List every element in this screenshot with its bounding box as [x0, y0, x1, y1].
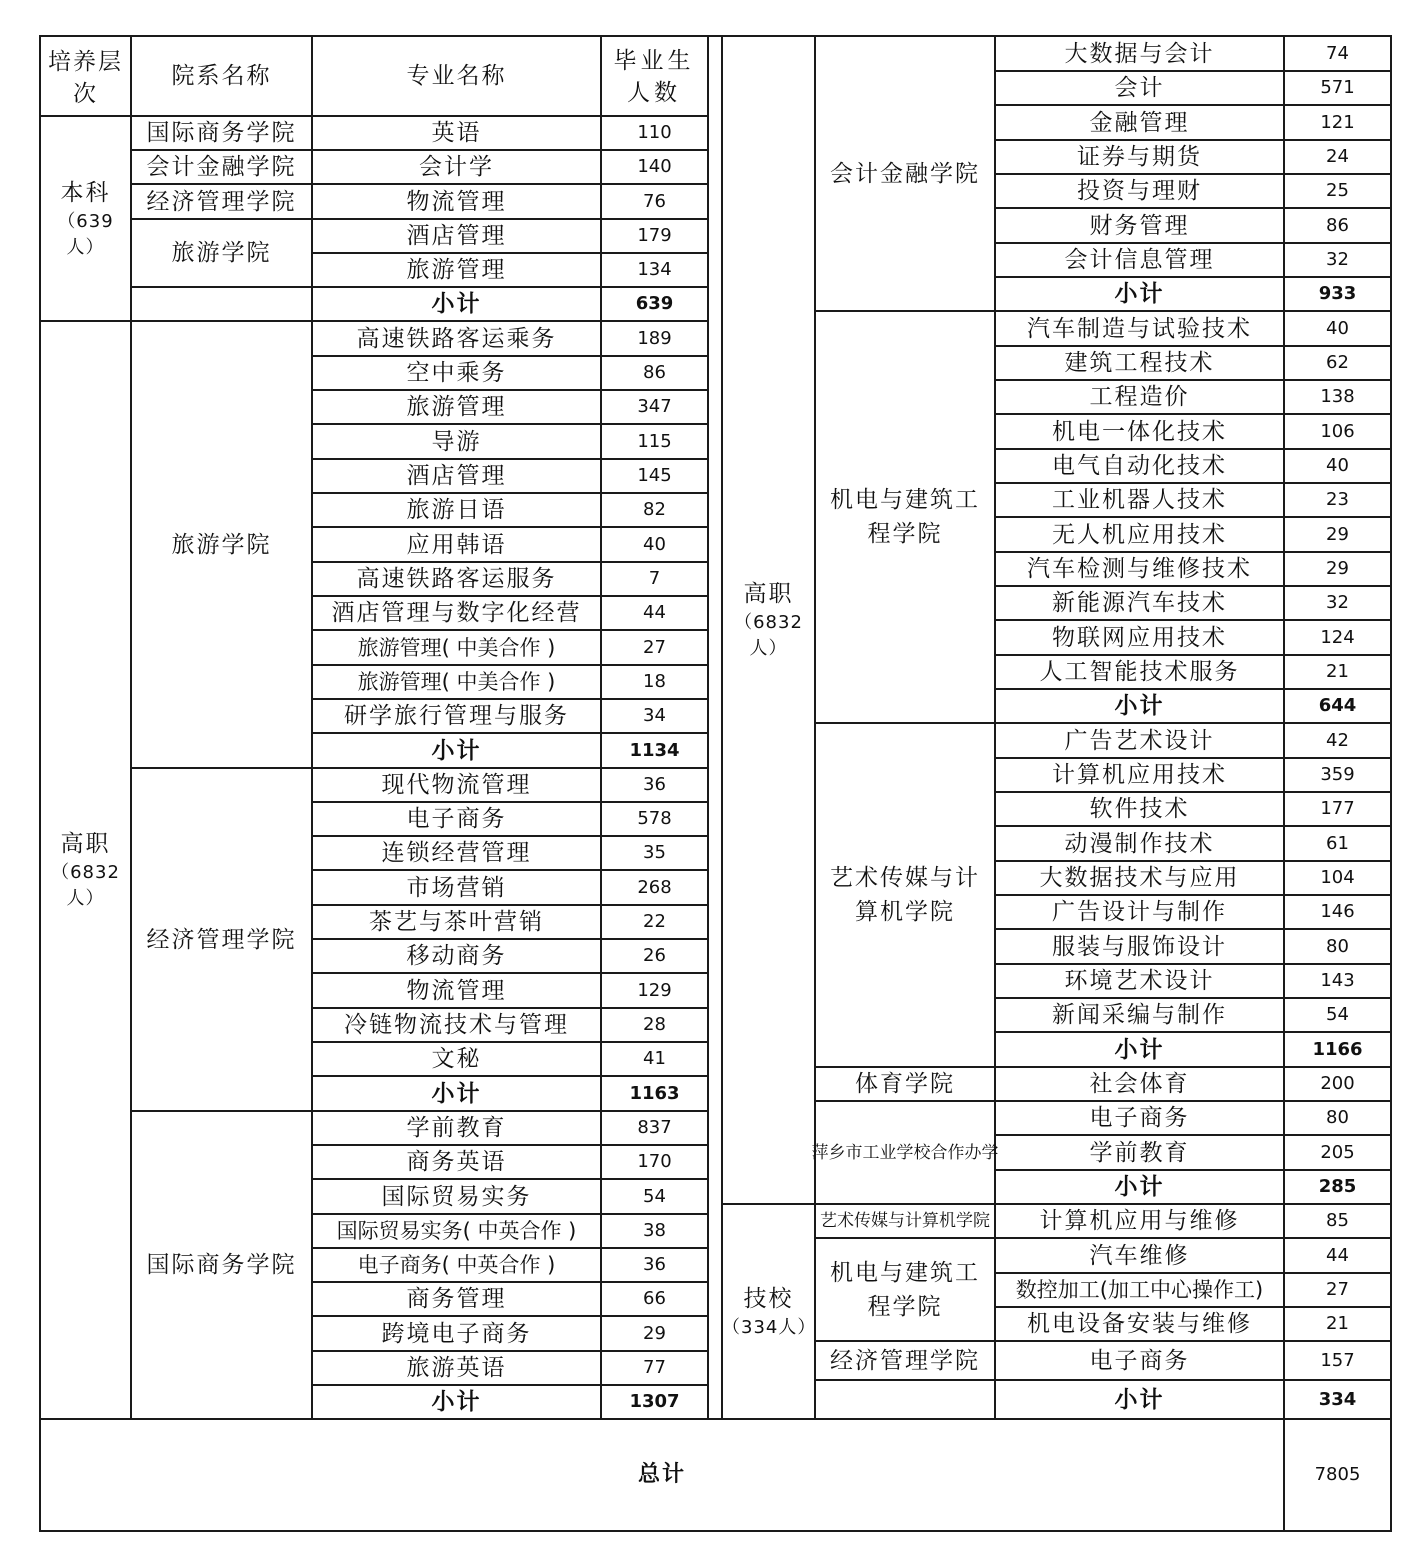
college-g-guoji: 国际商务学院: [146, 1252, 297, 1278]
graduate-count: 32: [1326, 592, 1349, 613]
graduate-count: 18: [643, 671, 666, 692]
graduate-count: 157: [1320, 1349, 1355, 1371]
major-name: 空中乘务: [406, 360, 507, 386]
major-name: 酒店管理与数字化经营: [331, 600, 582, 626]
major-name: 茶艺与茶叶营销: [369, 909, 544, 935]
subtotal-label: 小计: [431, 1080, 482, 1107]
college-j-yishu: 艺术传媒与计算机学院: [820, 1211, 990, 1231]
major-name: 高速铁路客运服务: [356, 566, 557, 592]
graduate-count: 54: [1326, 1004, 1349, 1025]
graduate-count: 359: [1320, 764, 1355, 785]
major-name: 物流管理: [406, 977, 507, 1004]
major-name: 国际贸易实务( 中英合作 ): [336, 1219, 577, 1243]
college-r-pingxiang: 萍乡市工业学校合作办学: [811, 1142, 999, 1163]
major-name: 酒店管理: [406, 223, 507, 249]
major-name: 电子商务: [406, 806, 507, 832]
graduate-count: 80: [1326, 1107, 1349, 1128]
major-name: 冷链物流技术与管理: [344, 1012, 569, 1038]
graduate-count: 138: [1320, 386, 1355, 407]
level-gaozhi-right: [722, 36, 815, 1204]
graduate-count: 36: [643, 774, 666, 795]
graduate-count: 200: [1320, 1073, 1355, 1094]
major-name: 应用韩语: [406, 531, 507, 558]
header-level: 培养层次: [48, 49, 123, 107]
major-name: 连锁经营管理: [381, 840, 532, 866]
graduate-count: 104: [1320, 867, 1355, 888]
graduate-count: 106: [1320, 420, 1355, 442]
graduate-count: 22: [643, 911, 666, 932]
level-jixiao-name: 技校: [743, 1285, 794, 1312]
college-b-kuaiji: 会计金融学院: [146, 154, 297, 180]
major-name: 广告艺术设计: [1064, 727, 1215, 754]
subtotal-value: 644: [1318, 695, 1357, 716]
major-name: 文秘: [431, 1046, 482, 1072]
subtotal-label: 小计: [1114, 1036, 1165, 1063]
major-name: 新能源汽车技术: [1052, 590, 1227, 616]
major-name: 商务英语: [406, 1149, 507, 1175]
college-j-jingji: 经济管理学院: [830, 1347, 980, 1374]
major-name: 跨境电子商务: [381, 1320, 532, 1347]
graduate-count: 86: [1326, 214, 1349, 236]
subtotal-value: 1166: [1312, 1038, 1363, 1060]
graduate-count: 85: [1326, 1210, 1349, 1231]
graduate-count: 121: [1320, 111, 1355, 133]
level-gaozhi-right-name: 高职: [743, 581, 794, 607]
subtotal-value: 933: [1318, 283, 1357, 304]
subtotal-value: 285: [1318, 1176, 1357, 1197]
college-r-tiyu: 体育学院: [855, 1071, 955, 1097]
major-name: 市场营销: [406, 874, 507, 901]
graduate-count: 23: [1326, 489, 1349, 510]
graduate-count: 189: [637, 327, 672, 349]
level-jixiao-count: （334人）: [722, 1316, 817, 1338]
major-name: 广告设计与制作: [1052, 899, 1227, 925]
graduate-count: 170: [637, 1151, 672, 1172]
header-major: 专业名称: [406, 63, 507, 89]
graduate-count: 837: [637, 1117, 672, 1138]
graduate-count: 44: [1326, 1244, 1349, 1266]
graduate-count: 27: [643, 636, 666, 658]
graduate-count: 27: [1326, 1279, 1349, 1300]
graduate-count: 21: [1326, 661, 1349, 682]
major-name: 学前教育: [406, 1115, 507, 1141]
college-r-kuaiji: 会计金融学院: [830, 160, 980, 187]
major-name: 金融管理: [1089, 109, 1190, 136]
graduate-count: 28: [643, 1014, 666, 1035]
major-name: 酒店管理: [406, 463, 507, 489]
major-name: 英语: [431, 120, 482, 146]
major-name: 旅游英语: [406, 1355, 507, 1381]
subtotal-label: 小计: [1114, 1174, 1165, 1200]
graduate-count: 40: [1326, 317, 1349, 339]
level-benke-count: （639 人）: [57, 210, 114, 258]
college-b-lvyou: 旅游学院: [171, 240, 272, 266]
graduate-count: 24: [1326, 146, 1349, 167]
major-name: 社会体育: [1089, 1071, 1190, 1097]
header-college: 院系名称: [171, 63, 272, 89]
major-name: 机电一体化技术: [1052, 418, 1227, 445]
major-name: 旅游管理( 中美合作 ): [357, 670, 556, 694]
graduate-count: 38: [643, 1220, 666, 1241]
major-name: 会计: [1114, 75, 1165, 101]
major-name: 旅游管理: [406, 394, 507, 420]
major-name: 商务管理: [406, 1286, 507, 1312]
graduate-count: 29: [1326, 523, 1349, 545]
college-g-jingji: 经济管理学院: [146, 926, 297, 953]
major-name: 财务管理: [1089, 212, 1190, 239]
major-name: 无人机应用技术: [1052, 521, 1227, 548]
graduate-count: 571: [1320, 77, 1355, 98]
major-name: 会计学: [419, 154, 494, 180]
subtotal-label: 小计: [431, 291, 482, 317]
major-name: 电子商务( 中英合作 ): [357, 1253, 556, 1277]
graduate-count: 77: [643, 1357, 666, 1378]
graduate-count: 146: [1320, 901, 1355, 922]
subtotal-value: 1307: [629, 1391, 680, 1412]
graduate-count: 129: [637, 979, 672, 1001]
major-name: 旅游管理( 中美合作 ): [357, 635, 556, 660]
major-name: 旅游日语: [406, 497, 507, 523]
graduate-count: 74: [1326, 42, 1349, 64]
major-name: 大数据技术与应用: [1039, 865, 1240, 891]
major-name: 环境艺术设计: [1064, 968, 1215, 994]
major-name: 计算机应用技术: [1052, 762, 1227, 788]
graduate-count: 80: [1326, 935, 1349, 957]
graduate-count: 143: [1320, 970, 1355, 991]
graduate-count: 32: [1326, 249, 1349, 270]
graduate-count: 62: [1326, 352, 1349, 373]
major-name: 旅游管理: [406, 257, 507, 283]
subtotal-value: 334: [1318, 1388, 1357, 1410]
major-name: 研学旅行管理与服务: [344, 703, 569, 729]
subtotal-value: 1163: [629, 1082, 680, 1104]
subtotal-value: 1134: [629, 739, 680, 761]
subtotal-value: 639: [635, 293, 674, 314]
major-name: 物流管理: [406, 188, 507, 215]
major-name: 大数据与会计: [1064, 40, 1215, 67]
graduate-count: 177: [1320, 798, 1355, 819]
total-value: 7805: [1314, 1464, 1361, 1485]
graduate-count: 21: [1326, 1313, 1349, 1334]
graduate-count: 61: [1326, 832, 1349, 854]
major-name: 电子商务: [1089, 1105, 1190, 1131]
graduate-count: 35: [643, 842, 666, 863]
graduate-count: 82: [643, 499, 666, 520]
graduate-count: 140: [637, 156, 672, 177]
college-j-jidian: 机电与建筑工程学院: [830, 1259, 980, 1320]
subtotal-label: 小计: [431, 737, 482, 764]
graduate-count: 54: [643, 1185, 666, 1207]
graduate-count: 34: [643, 705, 666, 726]
major-name: 国际贸易实务: [381, 1183, 532, 1210]
graduate-count: 86: [643, 362, 666, 383]
major-name: 移动商务: [406, 943, 507, 969]
major-name: 新闻采编与制作: [1052, 1002, 1227, 1028]
graduate-count: 205: [1320, 1141, 1355, 1163]
level-gaozhi-left-name: 高职: [60, 831, 111, 857]
graduate-count: 110: [637, 122, 672, 143]
major-name: 数控加工(加工中心操作工): [1015, 1278, 1264, 1302]
major-name: 电子商务: [1089, 1347, 1190, 1374]
subtotal-label: 小计: [1114, 1386, 1165, 1413]
graduate-count: 41: [643, 1048, 666, 1069]
graduate-count: 76: [643, 190, 666, 212]
graduate-count: 347: [637, 396, 672, 417]
graduate-count: 29: [643, 1322, 666, 1344]
major-name: 计算机应用与维修: [1039, 1208, 1240, 1234]
graduate-count: 40: [643, 533, 666, 555]
major-name: 投资与理财: [1077, 178, 1202, 204]
major-name: 建筑工程技术: [1064, 350, 1215, 376]
subtotal-label: 小计: [1114, 281, 1165, 307]
major-name: 汽车制造与试验技术: [1027, 315, 1252, 342]
major-name: 高速铁路客运乘务: [356, 325, 557, 352]
major-name: 工业机器人技术: [1052, 487, 1227, 513]
graduate-count: 40: [1326, 455, 1349, 476]
major-name: 会计信息管理: [1064, 247, 1215, 273]
graduate-count: 25: [1326, 180, 1349, 201]
major-name: 现代物流管理: [381, 772, 532, 798]
major-name: 物联网应用技术: [1052, 624, 1227, 651]
graduate-count: 44: [643, 602, 666, 623]
level-gaozhi-left: [40, 321, 131, 1419]
graduate-count: 179: [637, 225, 672, 246]
level-gaozhi-right-count: （6832人）: [734, 612, 803, 659]
major-name: 电气自动化技术: [1052, 453, 1227, 479]
major-name: 软件技术: [1089, 796, 1190, 822]
graduate-count: 29: [1326, 558, 1349, 579]
major-name: 汽车维修: [1089, 1242, 1190, 1269]
graduate-count: 124: [1320, 626, 1355, 648]
major-name: 动漫制作技术: [1064, 830, 1215, 857]
graduate-count: 578: [637, 808, 672, 829]
college-g-lvyou: 旅游学院: [171, 531, 272, 558]
college-b-guoji: 国际商务学院: [146, 120, 297, 146]
graduate-count: 26: [643, 945, 666, 966]
major-name: 汽车检测与维修技术: [1027, 556, 1252, 582]
level-gaozhi-left-count: （6832 人）: [51, 862, 120, 909]
subtotal-label: 小计: [431, 1389, 482, 1415]
major-name: 人工智能技术服务: [1039, 659, 1240, 685]
graduate-count: 36: [643, 1254, 666, 1275]
major-name: 学前教育: [1089, 1139, 1190, 1166]
graduate-count: 42: [1326, 729, 1349, 751]
subtotal-label: 小计: [1114, 693, 1165, 719]
major-name: 服装与服饰设计: [1052, 933, 1227, 960]
graduate-count: 134: [637, 259, 672, 280]
level-benke-name: 本科: [60, 179, 111, 206]
total-label: 总计: [637, 1462, 686, 1487]
college-r-yishu: 艺术传媒与计算机学院: [830, 865, 980, 925]
major-name: 工程造价: [1089, 384, 1190, 410]
graduate-count: 7: [648, 568, 661, 589]
graduate-count: 268: [637, 876, 672, 898]
major-name: 机电设备安装与维修: [1027, 1311, 1252, 1337]
major-name: 导游: [431, 428, 482, 455]
level-benke: [40, 116, 131, 321]
college-b-jingji: 经济管理学院: [146, 188, 297, 215]
graduate-count: 115: [637, 430, 672, 452]
level-jixiao: [722, 1204, 815, 1419]
graduate-count: 66: [643, 1288, 666, 1309]
college-r-jidian: 机电与建筑工程学院: [830, 487, 980, 547]
major-name: 证券与期货: [1077, 144, 1202, 170]
graduate-count: 145: [637, 465, 672, 486]
header-graduates: 毕业生人数: [613, 48, 695, 106]
